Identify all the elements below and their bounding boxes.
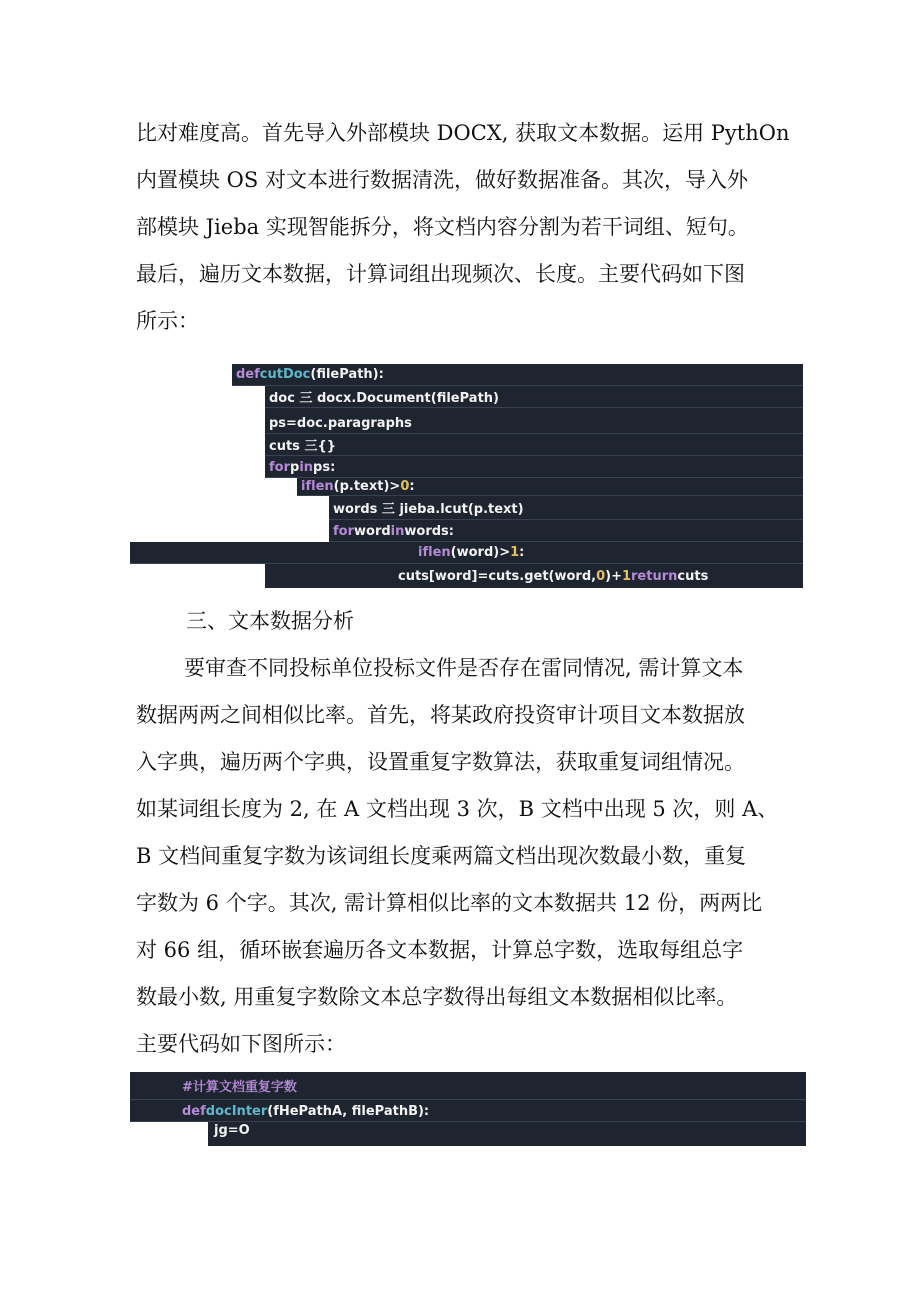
code-line: #计算文档重复字数 <box>130 1072 806 1100</box>
text-line: 部模块 Jieba 实现智能拆分，将文档内容分割为若干词组、短句。 <box>136 215 749 239</box>
paragraph-2 <box>136 645 806 1068</box>
text-line: 对 66 组，循环嵌套遍历各文本数据，计算总字数，选取每组总字 <box>136 938 744 962</box>
section-heading: 三、文本数据分析 <box>186 609 354 633</box>
code-line: jg=O <box>208 1122 806 1146</box>
code-line: if len (word)> 1 : <box>130 542 803 564</box>
text-line: 最后，遍历文本数据，计算词组出现频次、长度。主要代码如下图 <box>136 262 745 286</box>
text-line: 内置模块 OS 对文本进行数据清洗，做好数据准备。其次，导入外 <box>136 168 748 192</box>
code-line: for word in words: <box>329 520 803 542</box>
code-line: doc 三 docx.Document(filePath) <box>265 386 803 408</box>
text-line: 数据两两之间相似比率。首先，将某政府投资审计项目文本数据放 <box>136 703 745 727</box>
paragraph-1 <box>136 110 806 345</box>
text-line: 比对难度高。首先导入外部模块 DOCX, 获取文本数据。运用 PythOn <box>136 121 790 145</box>
text-line: 所示： <box>136 309 199 333</box>
code-line: def docInter (fHePathA, filePathB): <box>130 1100 806 1122</box>
text-line: 如某词组长度为 2, 在 A 文档出现 3 次，B 文档中出现 5 次，则 A、 <box>136 797 779 821</box>
code-line: cuts 三{} <box>265 434 803 456</box>
code-line: cuts[word]=cuts.get(word, 0 )+ 1 return cuts <box>265 564 803 588</box>
code-line: if len (p.text)> 0 : <box>297 478 803 496</box>
text-line: 数最小数, 用重复字数除文本总字数得出每组文本数据相似比率。 <box>136 985 738 1009</box>
text-line: 字数为 6 个字。其次, 需计算相似比率的文本数据共 12 份，两两比 <box>136 891 763 915</box>
code-line: def cutDoc (filePath): <box>232 364 803 386</box>
code-line: words 三 jieba.lcut(p.text) <box>329 496 803 520</box>
text-line: 主要代码如下图所示： <box>136 1032 346 1056</box>
code-line: ps=doc.paragraphs <box>265 408 803 434</box>
text-line: 要审查不同投标单位投标文件是否存在雷同情况, 需计算文本 <box>184 656 744 680</box>
code-line: for p in ps: <box>265 456 803 478</box>
text-line: B 文档间重复字数为该词组长度乘两篇文档出现次数最小数，重复 <box>136 844 747 868</box>
text-line: 入字典，遍历两个字典，设置重复字数算法，获取重复词组情况。 <box>136 750 745 774</box>
